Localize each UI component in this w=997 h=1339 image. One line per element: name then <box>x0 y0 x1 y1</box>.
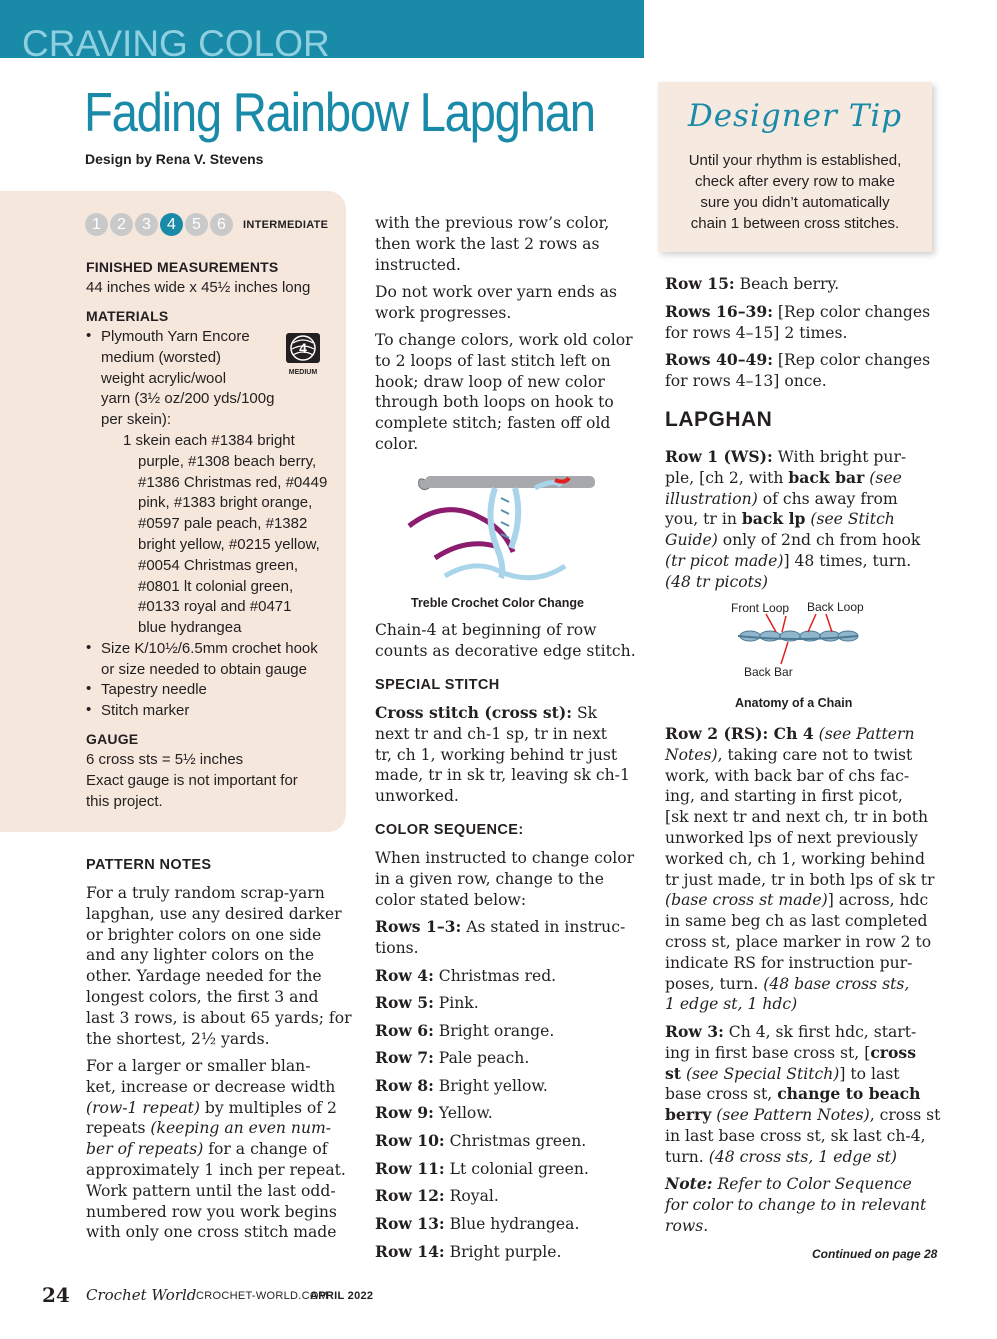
color-change-note: To change colors, work old color to 2 loops of last stitch left on hook; draw loop of new color through both loops on hook to complete stitch; fasten off old color. <box>375 331 633 453</box>
color-row-6: Row 6: Bright orange. <box>375 1021 555 1040</box>
bullet-icon: • <box>86 680 92 697</box>
color-row-14: Row 14: Bright purple. <box>375 1242 562 1261</box>
color-row-7: Row 7: Pale peach. <box>375 1048 530 1067</box>
issue-date: APRIL 2022 <box>310 1290 374 1302</box>
lapghan-row-2: Row 2 (RS): Ch 4 (see Pattern Notes), taking care not to twist work, with back bar of chs fac- ing, and starting in first picot, [sk next tr and next ch, tr in both unworked lps of next previously worked ch, ch 1, working behind tr just made, tr in both lps of sk tr (base cross st made)] across, hdc in same beg ch as last completed cross st, place marker in row 2 to indicate RS for instruction pur- poses, turn. (48 base cross sts, 1 edge st, 1 hdc) <box>665 724 935 1014</box>
rows-40-49: Rows 40–49: [Rep color changes for rows 4–13] once. <box>665 350 931 390</box>
back-loop-label: Back Loop <box>807 600 864 614</box>
skill-level-3: 3 <box>135 213 158 236</box>
designer-tip-title: Designer Tip <box>687 98 903 134</box>
color-row-10: Row 10: Christmas green. <box>375 1131 587 1150</box>
row-15: Row 15: Beach berry. <box>665 274 840 293</box>
color-sequence-heading: COLOR SEQUENCE: <box>375 822 524 838</box>
color-row-11: Row 11: Lt colonial green. <box>375 1159 589 1178</box>
skill-level-label: INTERMEDIATE <box>243 218 329 231</box>
magazine-name: Crochet World <box>86 1286 197 1304</box>
back-bar-label: Back Bar <box>744 665 793 679</box>
skill-level-6: 6 <box>210 213 233 236</box>
designer-tip-body: Until your rhythm is established, check after every row to make sure you didn’t automatically chain 1 between cross stitches. <box>688 152 902 232</box>
yarn-weight-label: MEDIUM <box>288 369 318 376</box>
color-note: Note: Refer to Color Sequence for color to change to in relevant rows. <box>665 1174 927 1235</box>
special-stitch-heading: SPECIAL STITCH <box>375 677 500 693</box>
treble-color-change-illustration <box>405 458 605 588</box>
finished-measurements-heading: FINISHED MEASUREMENTS <box>86 259 279 275</box>
color-row-9: Row 9: Yellow. <box>375 1103 493 1122</box>
page-title: Fading Rainbow Lapghan <box>84 81 595 143</box>
skill-level-4: 4 <box>160 213 183 236</box>
yarn-ends-note: Do not work over yarn ends as work progresses. <box>375 283 618 322</box>
cross-stitch-definition: Cross stitch (cross st): Sk next tr and ch-1 sp, tr in next tr, ch 1, working behind tr just made, tr in sk tr, leaving sk ch-1 unworked. <box>375 703 630 806</box>
chain4-note: Chain-4 at beginning of row counts as decorative edge stitch. <box>375 621 636 660</box>
skill-level <box>85 213 328 236</box>
gauge-heading: GAUGE <box>86 731 139 747</box>
pattern-notes-para-2: For a larger or smaller blan- ket, increase or decrease width (row-1 repeat) by multiples of 2 repeats (keeping an even num- ber of repeats) for a change of approximately 1 inch per repeat. Work pattern until the last odd- numbered row you work begins with only one cross stitch made <box>86 1057 346 1242</box>
magazine-url: CROCHET-WORLD.COM <box>196 1290 329 1302</box>
yarn-weight-number: 4 <box>299 340 307 356</box>
section-label: CRAVING COLOR <box>22 23 330 64</box>
bullet-icon: • <box>86 639 92 656</box>
bullet-icon: • <box>86 327 92 344</box>
skill-level-5: 5 <box>185 213 208 236</box>
materials-marker: Stitch marker <box>101 702 190 719</box>
materials-yarn: Plymouth Yarn Encore medium (worsted) weight acrylic/wool yarn (3½ oz/200 yds/100g per skein): <box>101 328 275 429</box>
finished-measurements-text: 44 inches wide x 45½ inches long <box>86 279 311 296</box>
color-row-5: Row 5: Pink. <box>375 993 479 1012</box>
materials-hook: Size K/10½/6.5mm crochet hook or size needed to obtain gauge <box>101 640 318 678</box>
yarn-weight-icon <box>280 331 326 377</box>
gauge-text: 6 cross sts = 5½ inches Exact gauge is not important for this project. <box>86 751 298 810</box>
lapghan-heading: LAPGHAN <box>665 408 773 431</box>
color-row-8: Row 8: Bright yellow. <box>375 1076 548 1095</box>
color-row-4: Row 4: Christmas red. <box>375 966 557 985</box>
color-sequence-intro: When instructed to change color in a given row, change to the color stated below: <box>375 849 635 909</box>
rows-1-3: Rows 1–3: As stated in instruc- tions. <box>375 917 626 957</box>
designer-credit: Design by Rena V. Stevens <box>85 151 264 167</box>
skill-level-2: 2 <box>110 213 133 236</box>
pattern-notes-heading: PATTERN NOTES <box>86 857 212 873</box>
materials-needle: Tapestry needle <box>101 681 207 698</box>
chain-anatomy-diagram <box>736 612 861 668</box>
designer-tip-box <box>658 82 932 252</box>
lapghan-row-3: Row 3: Ch 4, sk first hdc, start- ing in first base cross st, [cross st (see Special Stitch)] to last base cross st, change to beach berry (see Pattern Notes), cross st in last base cross st, sk last ch-4, turn. (48 cross sts, 1 edge st) <box>665 1022 941 1166</box>
rows-16-39: Rows 16–39: [Rep color changes for rows 4–15] 2 times. <box>665 302 931 342</box>
materials-heading: MATERIALS <box>86 308 169 324</box>
pattern-notes-continued: with the previous row’s color, then work the last 2 rows as instructed. <box>375 214 610 274</box>
skill-level-1: 1 <box>85 213 108 236</box>
pattern-notes-para-1: For a truly random scrap-yarn lapghan, use any desired darker or brighter colors on one side and any lighter colors on the other. Yardage needed for the longest colors, the first 3 and last 3 rows, is about 65 yards; for the shortest, 2½ yards. <box>86 884 352 1048</box>
color-row-12: Row 12: Royal. <box>375 1186 499 1205</box>
lapghan-row-1: Row 1 (WS): With bright pur- ple, [ch 2, with back bar (see illustration) of chs away from you, tr in back lp (see Stitch Guide) only of 2nd ch from hook (tr picot made)] 48 times, turn. (48 tr picots) <box>665 447 921 591</box>
illustration-caption: Treble Crochet Color Change <box>411 596 584 610</box>
color-row-13: Row 13: Blue hydrangea. <box>375 1214 580 1233</box>
front-loop-label: Front Loop <box>731 601 790 615</box>
page-number: 24 <box>42 1283 70 1307</box>
materials-colors: 1 skein each #1384 bright purple, #1308 beach berry, #1386 Christmas red, #0449 pink, #1383 bright orange, #0597 pale peach, #1382 bright yellow, #0215 yellow, #0054 Christmas green, #0801 lt colonial green, #0133 royal and #0471 blue hydrangea <box>123 432 328 637</box>
chain-diagram-caption: Anatomy of a Chain <box>735 696 853 710</box>
continued-note: Continued on page 28 <box>812 1247 938 1261</box>
bullet-icon: • <box>86 701 92 718</box>
